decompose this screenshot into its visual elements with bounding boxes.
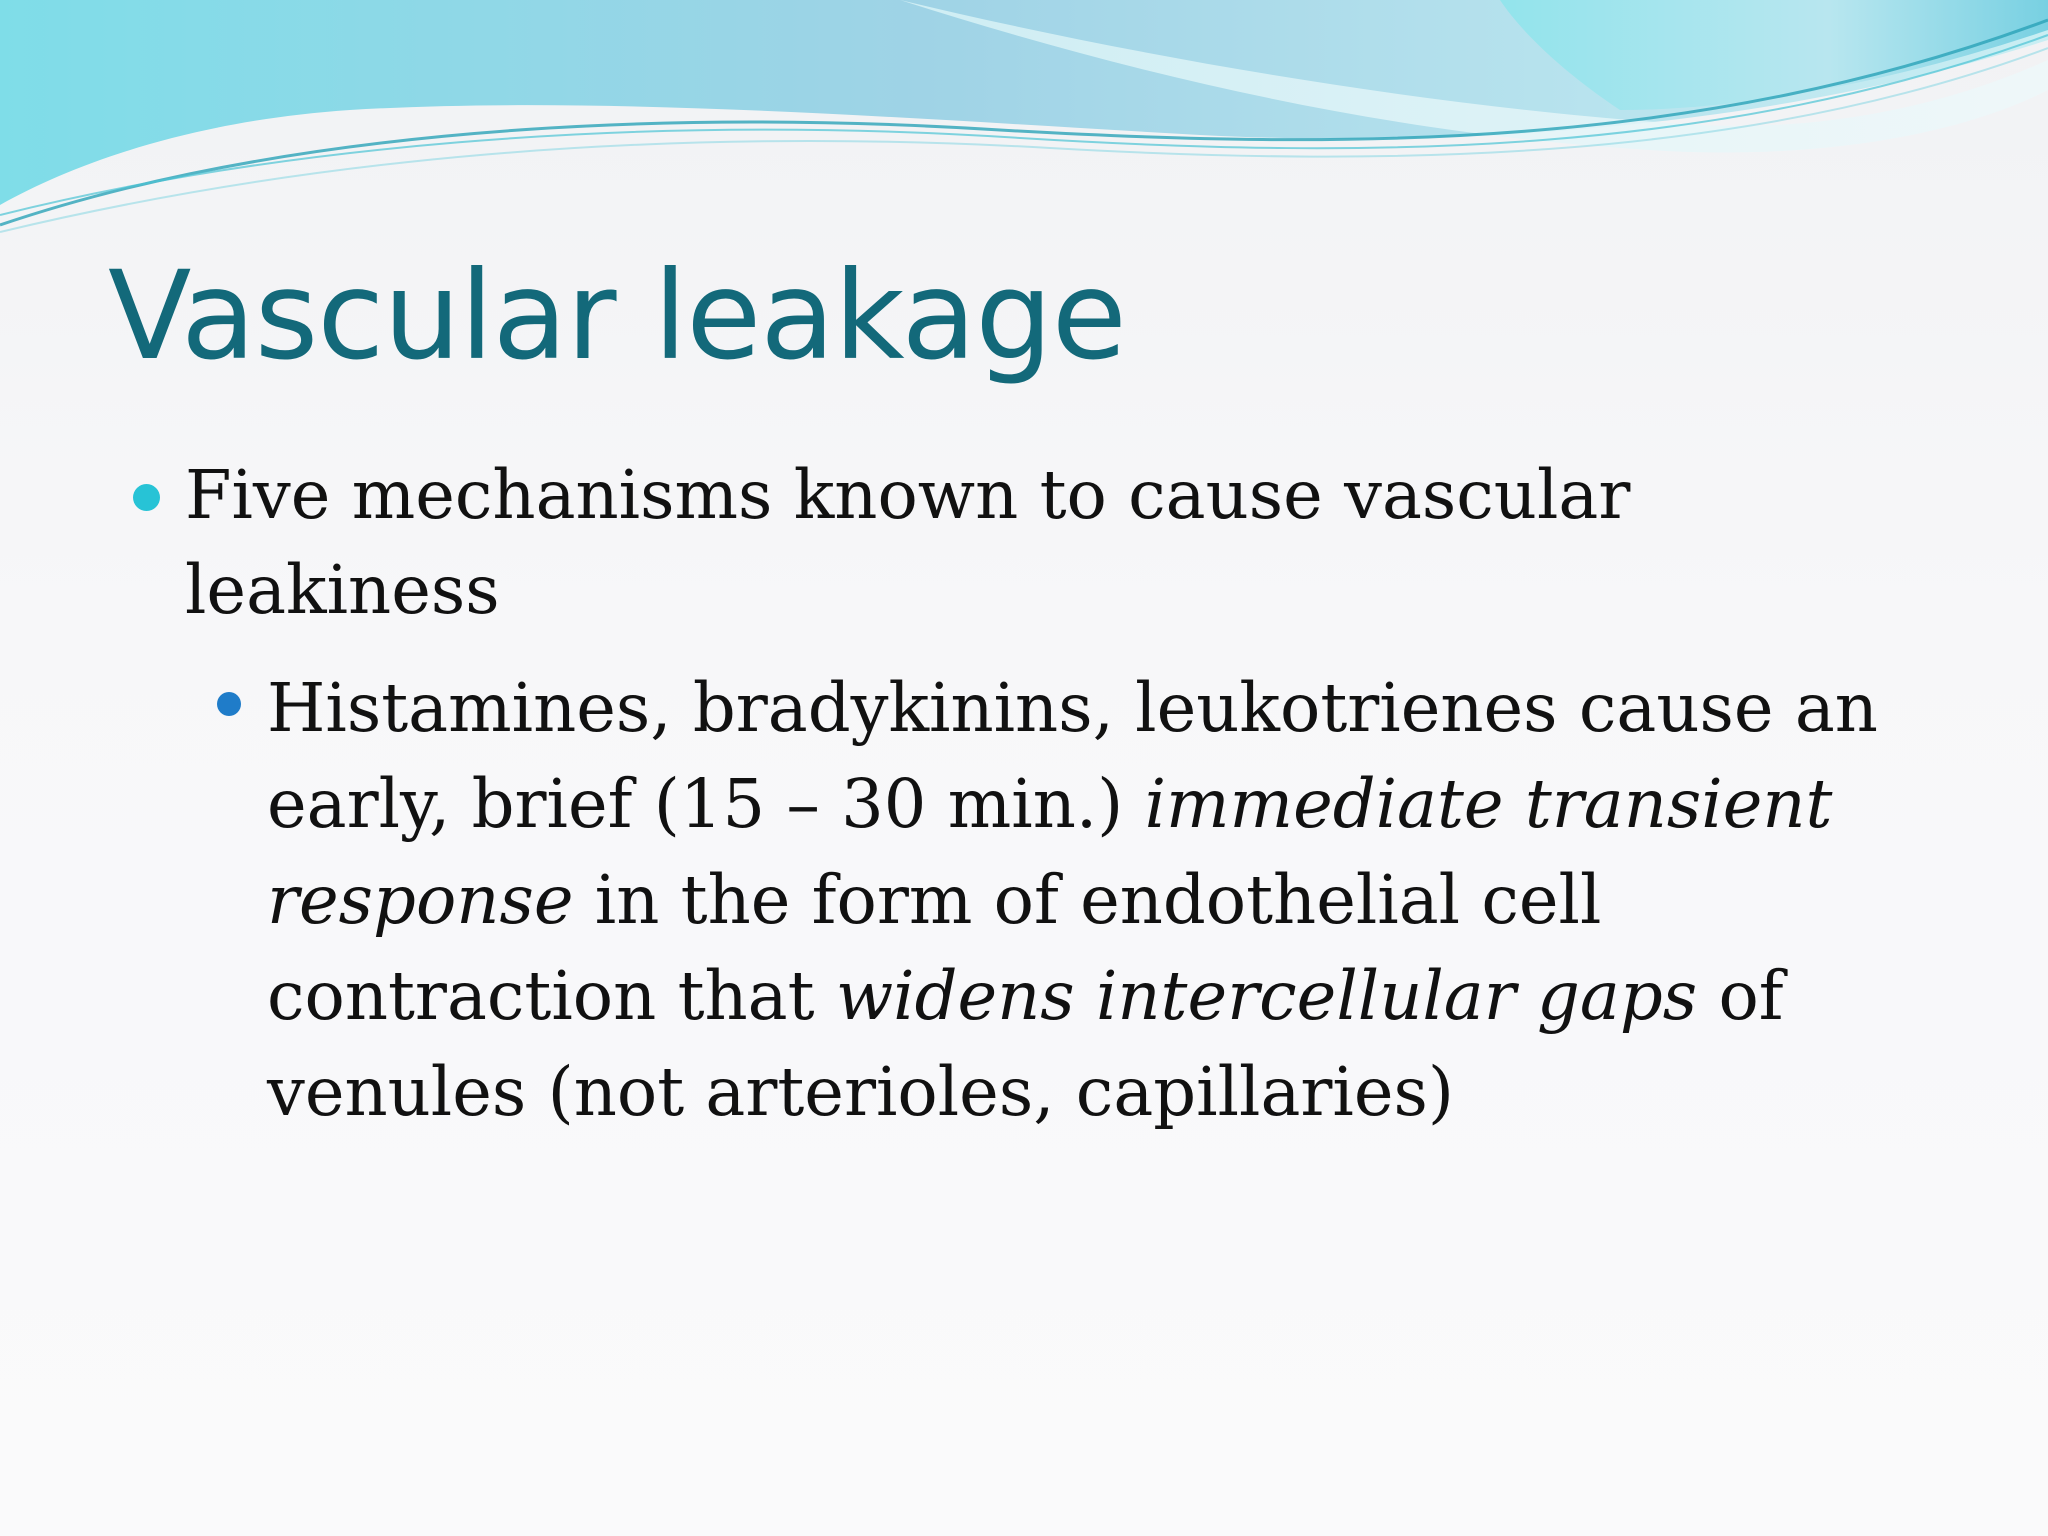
bullet-text-segment-italic: immediate transient response: [267, 765, 1833, 939]
slide-title: Vascular leakage: [108, 245, 1126, 387]
bullet-item-level1: Five mechanisms known to cause vascular leakiness: [185, 456, 1631, 629]
bullet-text-segment-italic: widens intercellular gaps: [835, 957, 1698, 1035]
bullet-dot-icon: [133, 484, 160, 511]
bullet-text-segment: of venules (not arterioles, capillaries): [267, 957, 1784, 1131]
bullet-item-level2: [267, 660, 1967, 1140]
bullet-dot-icon: [217, 692, 241, 716]
bullet-text-segment: Histamines, bradykinins, leukotrienes cause an early, brief (15 – 30 min.): [267, 669, 1878, 843]
bullet-text-segment: in the form of endothelial cell contraction that: [267, 861, 1602, 1035]
